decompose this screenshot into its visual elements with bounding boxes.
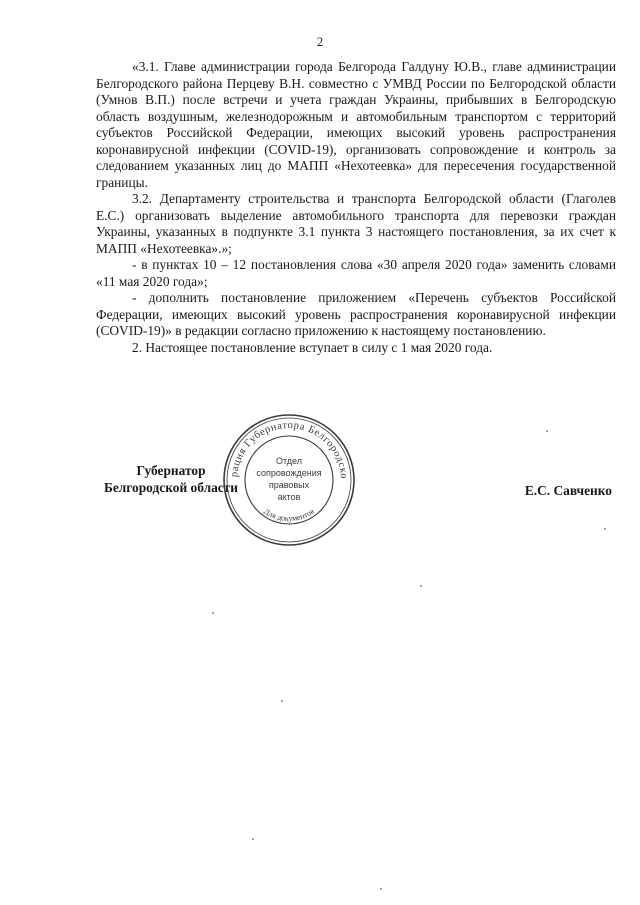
scan-speck <box>212 612 214 614</box>
paragraph-dates-amendment: - в пунктах 10 – 12 постановления слова «30 апреля 2020 года» заменить словами «11 мая 2020 года»; <box>96 257 616 289</box>
stamp-seal-graphic <box>221 412 357 548</box>
scan-speck <box>420 585 422 587</box>
svg-text:Для документов <box>262 507 316 523</box>
signer-position-line-2: Белгородской области <box>103 480 239 495</box>
page-number: 2 <box>316 34 324 49</box>
paragraph-appendix-amendment: - дополнить постановление приложением «Перечень субъектов Российской Федерации, имеющих высокий уровень распространения коронавирусной инфекции (COVID-19)» в редакции согласно приложению к настоящему постановлению. <box>96 290 616 338</box>
stamp-center-line-4: актов <box>277 492 301 502</box>
scan-speck <box>252 838 254 840</box>
signer-name: Е.С. Савченко <box>524 483 612 498</box>
stamp-ring-text: рация Губернатора Белгородско <box>229 419 350 480</box>
stamp-center-line-2: сопровождения <box>256 468 322 478</box>
scan-speck <box>546 430 548 432</box>
scan-speck <box>380 888 382 890</box>
scan-speck <box>281 700 283 702</box>
signer-position-line-1: Губернатор <box>136 463 206 478</box>
stamp-center-line-1: Отдел <box>275 456 303 466</box>
stamp-bottom-text: Для документов <box>262 506 316 523</box>
paragraph-effective-date: 2. Настоящее постановление вступает в силу с 1 мая 2020 года. <box>132 339 493 355</box>
document-body <box>96 59 616 356</box>
paragraph-3-2: 3.2. Департаменту строительства и транспорта Белгородской области (Глаголев Е.С.) организовать выделение автомобильного транспорта для перевозки граждан Украины, указанных в подпункте 3.1 пункта 3 настоящего постановления, за их счет к МАПП «Нехотеевка».»; <box>96 191 616 256</box>
paragraph-3-1: «3.1. Главе администрации города Белгорода Галдуну Ю.В., главе администрации Белгородского района Перцеву В.Н. совместно с УМВД России по Белгородской области (Умнов В.П.) после встречи и учета граждан Украины, прибывших в Белгородскую область воздушным, железнодорожным и автомобильным транспортом с территорий субъектов Российской Федерации, имеющих высокий уровень распространения коронавирусной инфекции (COVID-19), организовать сопровождение и контроль за следованием указанных лиц до МАПП «Нехотеевка» для пересечения государственной границы. <box>96 59 616 190</box>
scan-speck <box>604 528 606 530</box>
stamp-center-line-3: правовых <box>268 480 310 490</box>
official-stamp <box>221 412 357 548</box>
